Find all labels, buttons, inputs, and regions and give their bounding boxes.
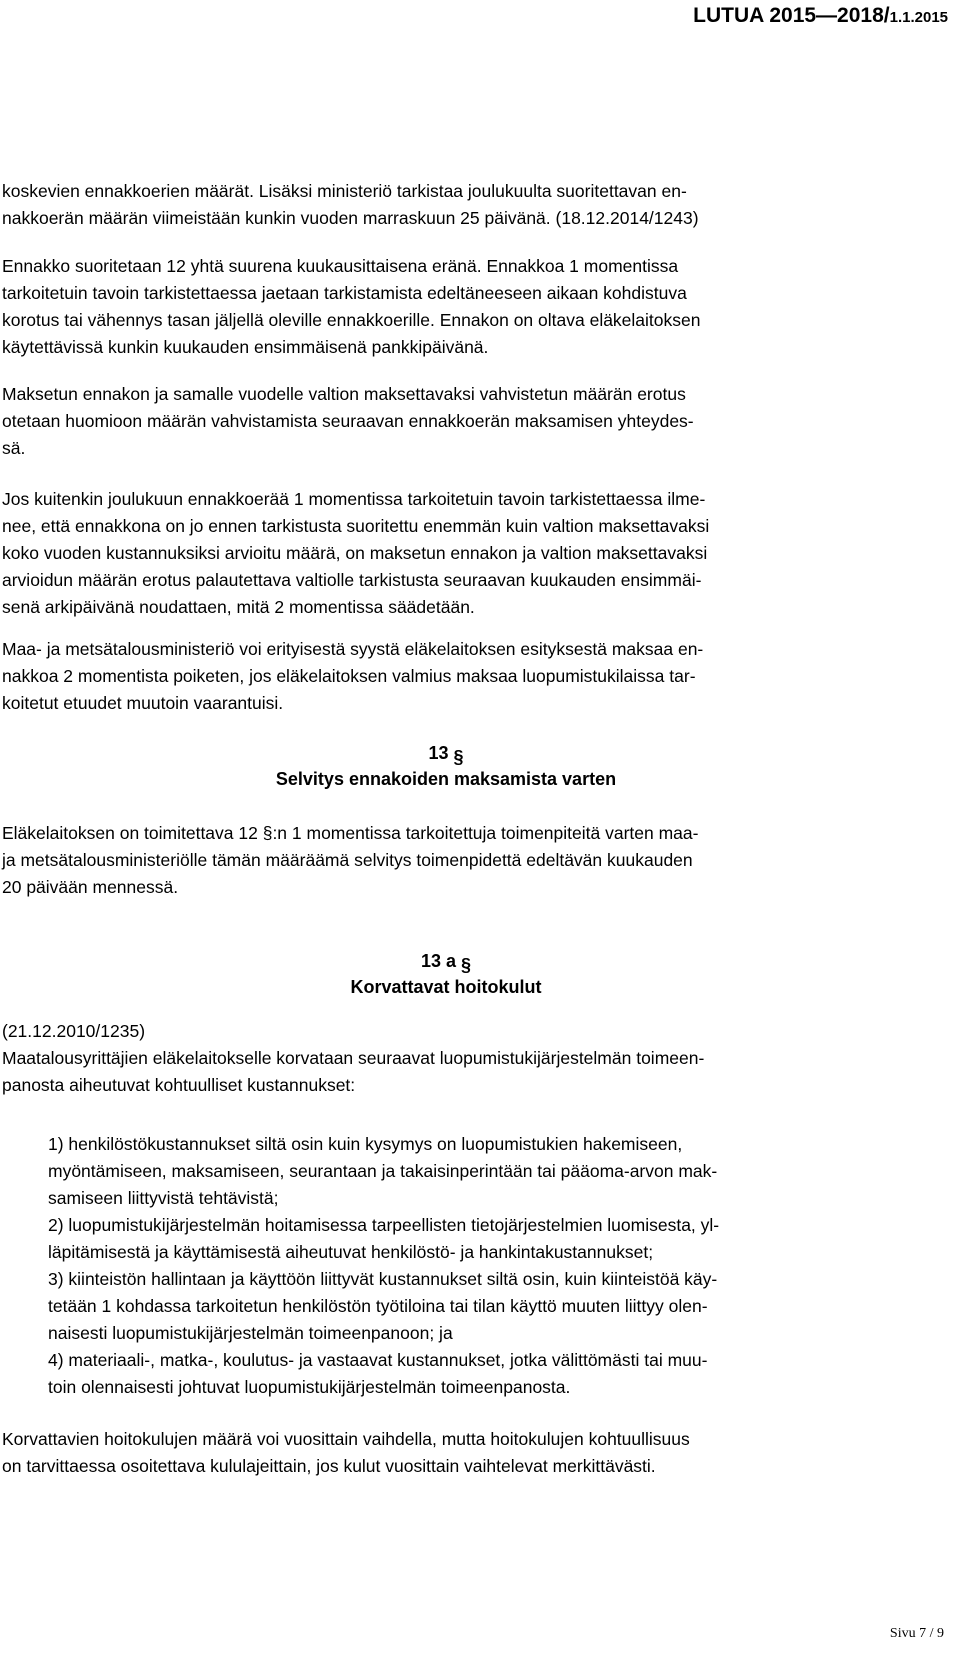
paragraph-4: Jos kuitenkin joulukuun ennakkoerää 1 momentissa tarkoitetuin tavoin tarkistettaessa ilme- nee, että ennakkona on jo ennen tarkistusta suoritettu enemmän kuin valtion maksettavaksi koko vuoden kustannuksiksi arvioitu määrä, on maksetun ennakon ja valtion maksettavaksi arvioidun määrän erotus palautettava valtiolle tarkistusta seuraavan kuukauden ensimmäi- senä arkipäivänä noudattaen, mitä 2 momentissa säädetään. xyxy=(2,489,710,617)
section-sign: § xyxy=(453,747,464,767)
list-item: 3) kiinteistön hallintaan ja käyttöön liittyvät kustannukset siltä osin, kuin kiinteistöä käy- tetään 1 kohdassa tarkoitetun henkilöstön työtiloina tai tilan käyttö muuten liittyy olen- naisesti luopumistukijärjestelmän toimeenpanoon; ja xyxy=(48,1269,718,1343)
paragraph-8: Korvattavien hoitokulujen määrä voi vuosittain vaihdella, mutta hoitokulujen kohtuullisuus on tarvittaessa osoitettava kululajeittain, jos kulut vuosittain vaihtelevat merkittävästi. xyxy=(2,1429,690,1476)
list-item: 4) materiaali-, matka-, koulutus- ja vastaavat kustannukset, jotka välittömästi tai muu- toin olennaisesti johtuvat luopumistukijärjestelmän toimeenpanosta. xyxy=(48,1350,708,1397)
paragraph-3: Maksetun ennakon ja samalle vuodelle valtion maksettavaksi vahvistetun määrän erotus otetaan huomioon määrän vahvistamista seuraavan ennakkoerän maksamisen yhteydes- sä. xyxy=(2,384,694,458)
paragraph-6: Eläkelaitoksen on toimitettava 12 §:n 1 momentissa tarkoitettuja toimenpiteitä varten maa- ja metsätalousministeriölle tämän määräämä selvitys toimenpidettä edeltävän kuukauden 20 päivään mennessä. xyxy=(2,823,699,897)
cost-list xyxy=(48,1131,943,1401)
section-13-number xyxy=(0,740,892,767)
paragraph-1: koskevien ennakkoerien määrät. Lisäksi ministeriö tarkistaa joulukuulta suoritettavan en- nakkoerän määrän viimeistään kunkin vuoden marraskuun 25 päivänä. (18.12.2014/1243) xyxy=(2,181,699,228)
section-13-number-text: 13 xyxy=(428,743,449,763)
header-date: 1.1.2015 xyxy=(889,9,948,26)
paragraph-2: Ennakko suoritetaan 12 yhtä suurena kuukausittaisena eränä. Ennakkoa 1 momentissa tarkoitetuin tavoin tarkistettaessa jaetaan tarkistamista edeltäneeseen aikaan kohdistuva korotus tai vähennys tasan jäljellä oleville ennakkoerille. Ennakon on oltava eläkelaitoksen käytettävissä kunkin kuukauden ensimmäisenä pankkipäivänä. xyxy=(2,256,701,357)
page-number: Sivu 7 / 9 xyxy=(889,1626,944,1641)
document-header xyxy=(693,4,948,28)
list-item: 2) luopumistukijärjestelmän hoitamisessa tarpeellisten tietojärjestelmien luomisesta, yl- läpitämisestä ja käyttämisestä aiheutuvat henkilöstö- ja hankintakustannukset; xyxy=(48,1215,720,1262)
header-title: LUTUA 2015—2018/ xyxy=(693,4,890,27)
list-item: 1) henkilöstökustannukset siltä osin kuin kysymys on luopumistukien hakemiseen, myöntämiseen, maksamiseen, seurantaan ja takaisinperintään tai pääoma-arvon mak- samiseen liittyvistä tehtävistä; xyxy=(48,1134,718,1208)
section-sign: § xyxy=(461,955,472,975)
section-13a-title: Korvattavat hoitokulut xyxy=(350,977,542,997)
section-13a-number xyxy=(0,948,892,975)
paragraph-5: Maa- ja metsätalousministeriö voi erityisestä syystä eläkelaitoksen esityksestä maksaa en- nakkoa 2 momentista poiketen, jos eläkelaitoksen valmius maksaa luopumistukilaissa tar- koitetut etuudet muutoin vaarantuisi. xyxy=(2,639,704,713)
paragraph-7: (21.12.2010/1235) Maatalousyrittäjien eläkelaitokselle korvataan seuraavat luopumistukijärjestelmän toimeen- panosta aiheutuvat kohtuulliset kustannukset: xyxy=(2,1021,705,1095)
section-13a-number-text: 13 a xyxy=(420,951,456,971)
section-13-title: Selvitys ennakoiden maksamista varten xyxy=(275,769,617,789)
